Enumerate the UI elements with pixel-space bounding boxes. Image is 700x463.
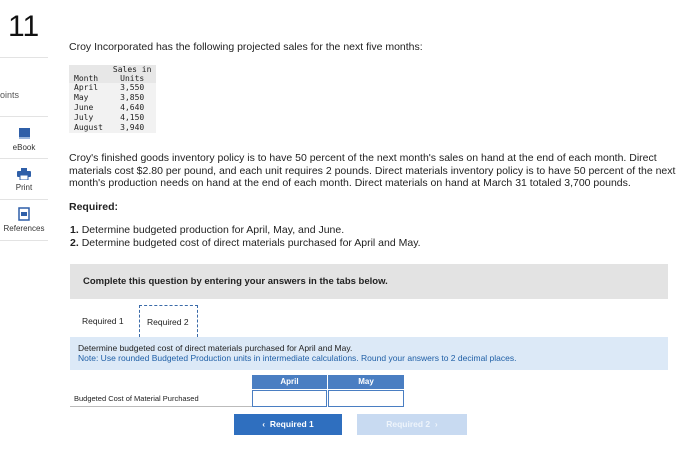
note-text: Note: Use rounded Budgeted Production units in intermediate calculations. Round your answers to 2 decimal places.	[78, 353, 517, 363]
requirement-1: 1. Determine budgeted production for April, May, and June.	[70, 224, 345, 236]
points-label: oints	[0, 90, 20, 100]
table-row	[69, 83, 156, 93]
month-cell: May	[74, 93, 89, 102]
table-row	[69, 93, 156, 103]
instruction-panel	[70, 337, 668, 370]
problem-intro: Croy Incorporated has the following projected sales for the next five months:	[69, 41, 423, 53]
requirement-2: 2. Determine budgeted cost of direct materials purchased for April and May.	[70, 236, 421, 249]
divider	[0, 57, 48, 58]
units-cell: 4,150	[120, 113, 145, 122]
may-cost-input[interactable]	[328, 390, 404, 407]
references-button[interactable]	[0, 207, 48, 233]
table-row	[69, 103, 156, 113]
column-header-may: May	[328, 375, 404, 389]
chevron-left-icon: ‹	[262, 419, 266, 429]
units-cell: 3,940	[120, 123, 145, 132]
sales-table	[69, 65, 156, 133]
next-button[interactable]	[357, 414, 467, 435]
sidebar-item-label: References	[3, 224, 45, 233]
units-header: Units	[108, 74, 157, 83]
units-cell: 4,640	[120, 103, 145, 112]
required-heading: Required:	[69, 201, 119, 213]
chevron-right-icon: ›	[434, 419, 438, 429]
row-label: Budgeted Cost of Material Purchased	[70, 390, 252, 407]
month-header: Month	[69, 74, 108, 83]
month-cell: July	[74, 113, 94, 122]
sales-header: Sales in	[108, 65, 157, 74]
divider	[0, 158, 48, 159]
document-icon	[18, 207, 30, 221]
units-cell: 3,550	[120, 83, 145, 92]
question-number: 11	[8, 10, 40, 43]
complete-banner: Complete this question by entering your answers in the tabs below.	[70, 264, 668, 299]
column-header-april: April	[252, 375, 327, 389]
printer-icon	[17, 168, 31, 180]
tab-required-1[interactable]: Required 1	[82, 316, 124, 326]
book-icon	[18, 127, 31, 140]
instruction-text: Determine budgeted cost of direct materials purchased for April and May.	[78, 343, 353, 353]
prev-button-label: Required 1	[269, 419, 314, 429]
prev-button[interactable]	[234, 414, 342, 435]
divider	[0, 199, 48, 200]
april-cost-input[interactable]	[252, 390, 327, 407]
ebook-button[interactable]	[0, 127, 48, 152]
next-button-label: Required 2	[386, 419, 431, 429]
sidebar-item-label: Print	[15, 183, 33, 192]
tab-required-2[interactable]: Required 2	[139, 305, 198, 337]
print-button[interactable]	[0, 168, 48, 192]
divider	[0, 240, 48, 241]
month-cell: June	[74, 103, 94, 112]
requirements-list	[70, 224, 421, 249]
policy-text: Croy's finished goods inventory policy is to have 50 percent of the next month's sales on hand at the end of each month. Direct materials cost $2.80 per pound, and each unit requires 2 pounds. Direct materials inventory policy is to have 50 percent of the next month's production needs on hand at the end of each month. Direct materials on hand at March 31 totaled 3,700 pounds.	[69, 152, 676, 189]
table-row	[69, 113, 156, 123]
table-row	[69, 123, 156, 133]
units-cell: 3,850	[120, 93, 145, 102]
sidebar-item-label: eBook	[12, 143, 36, 152]
month-cell: April	[74, 83, 99, 92]
month-cell: August	[74, 123, 103, 132]
divider	[0, 116, 48, 117]
